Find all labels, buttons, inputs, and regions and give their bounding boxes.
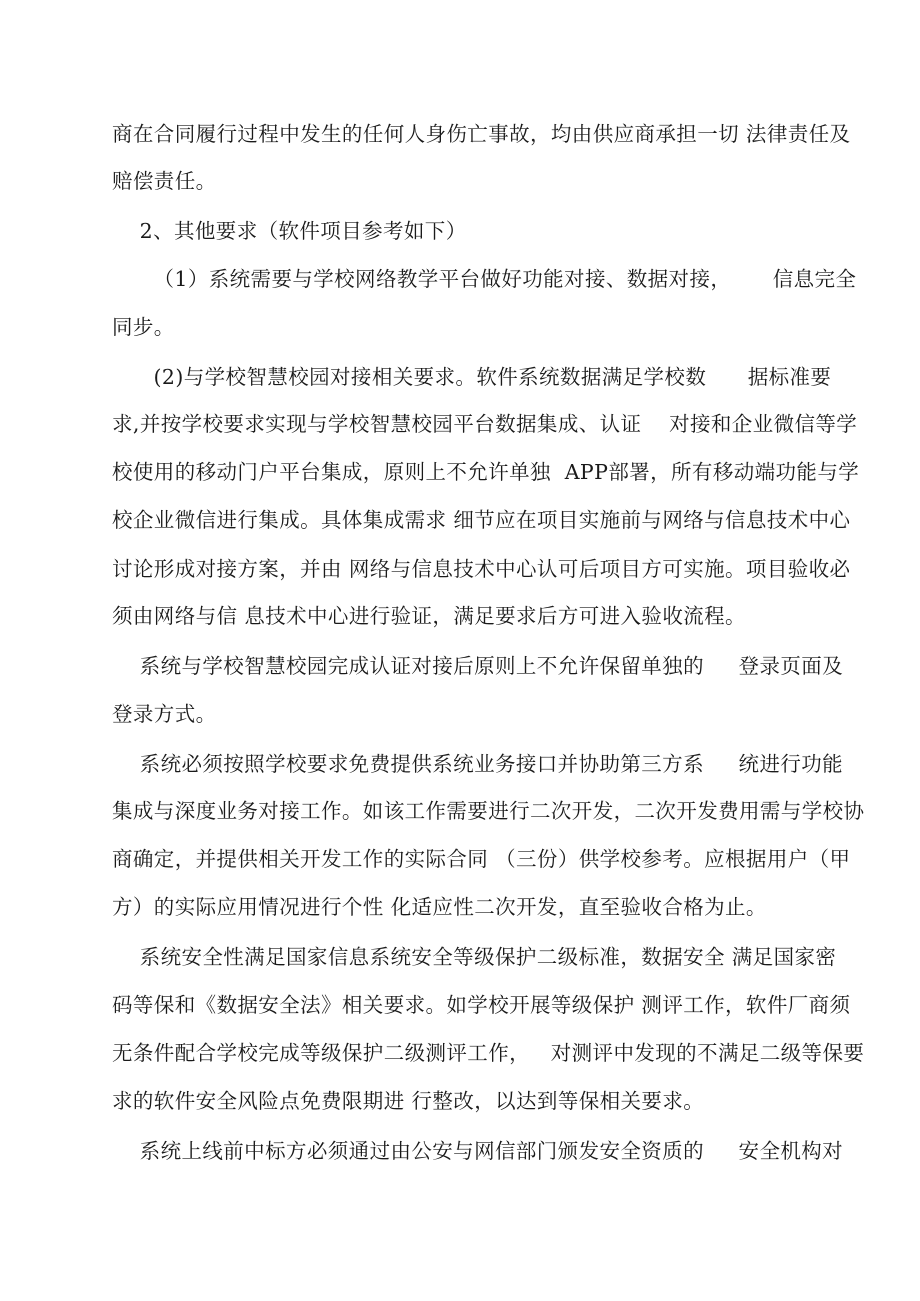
text-line: 登录方式。 xyxy=(112,702,217,726)
text-line: 系统必须按照学校要求免费提供系统业务接口并协助第三方系 统进行功能 xyxy=(112,752,844,776)
text-line: 商确定，并提供相关开发工作的实际合同 （三份）供学校参考。应根据用户（甲 xyxy=(112,847,851,871)
text-line: 无条件配合学校完成等级保护二级测评工作， 对测评中发现的不满足二级等保要 xyxy=(112,1041,865,1065)
text-line: 系统与学校智慧校园完成认证对接后原则上不允许保留单独的 登录页面及 xyxy=(112,654,844,678)
text-line: 商在合同履行过程中发生的任何人身伤亡事故，均由供应商承担一切 法律责任及 xyxy=(112,122,851,146)
text-line: 赔偿责任。 xyxy=(112,169,217,193)
text-line: 集成与深度业务对接工作。如该工作需要进行二次开发，二次开发费用需与学校协 xyxy=(112,799,865,823)
text-line: 系统安全性满足国家信息系统安全等级保护二级标准，数据安全 满足国家密 xyxy=(112,945,837,969)
text-line: 2、其他要求（软件项目参考如下） xyxy=(112,219,467,243)
text-line: 校使用的移动门户平台集成，原则上不允许单独 APP部署，所有移动端功能与学 xyxy=(112,460,860,484)
text-line: 系统上线前中标方必须通过由公安与网信部门颁发安全资质的 安全机构对 xyxy=(112,1139,844,1163)
text-line: 讨论形成对接方案，并由 网络与信息技术中心认可后项目方可实施。项目验收必 xyxy=(112,557,851,581)
text-line: 校企业微信进行集成。具体集成需求 细节应在项目实施前与网络与信息技术中心 xyxy=(112,508,851,532)
text-line: 码等保和《数据安全法》相关要求。如学校开展等级保护 测评工作，软件厂商须 xyxy=(112,993,851,1017)
text-line: 同步。 xyxy=(112,315,175,339)
text-line: 求的软件安全风险点免费限期进 行整改，以达到等保相关要求。 xyxy=(112,1089,705,1113)
text-line: 须由网络与信 息技术中心进行验证，满足要求后方可进入验收流程。 xyxy=(112,604,746,628)
text-line: 方）的实际应用情况进行个性 化适应性二次开发，直至验收合格为止。 xyxy=(112,895,767,919)
text-line: 求,并按学校要求实现与学校智慧校园平台数据集成、认证 对接和企业微信等学 xyxy=(112,412,858,436)
text-line: (2)与学校智慧校园对接相关要求。软件系统数据满足学校数 据标准要 xyxy=(112,365,832,389)
text-line: （1）系统需要与学校网络教学平台做好功能对接、数据对接， 信息完全 xyxy=(112,267,857,291)
